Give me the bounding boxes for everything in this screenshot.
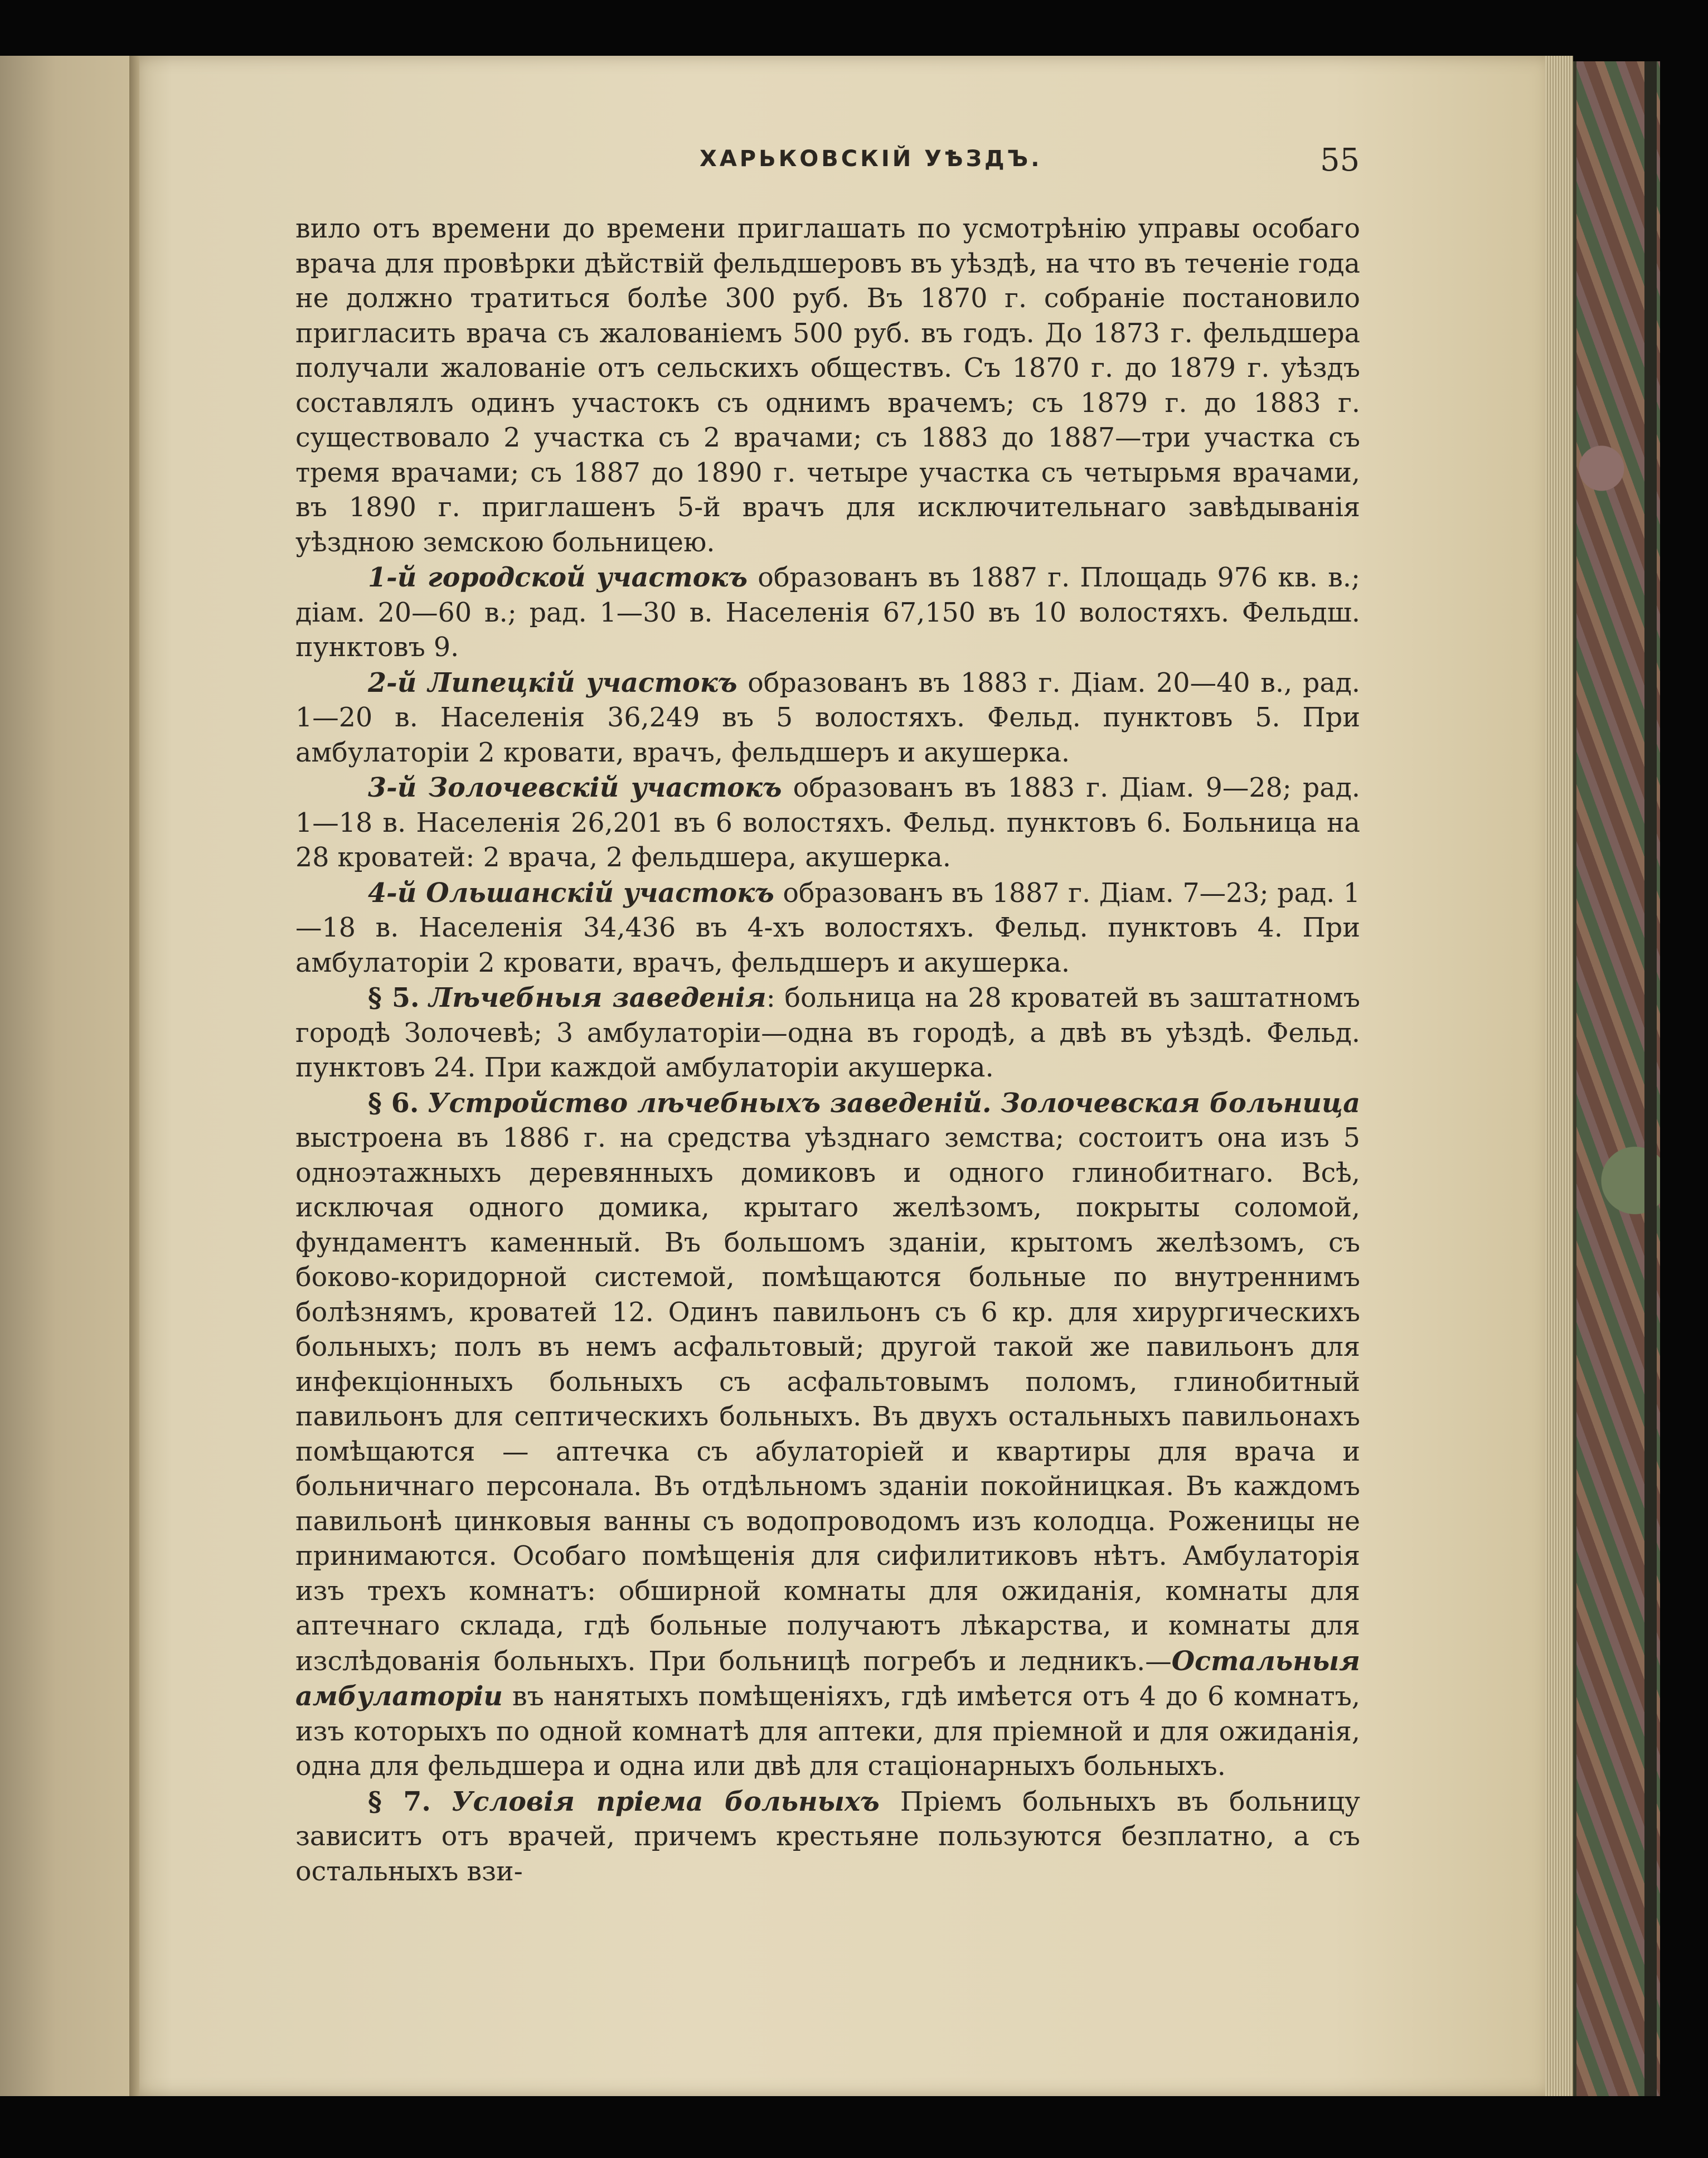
- paragraph-section-6: [295, 1086, 1360, 1784]
- district-heading: 3-й Золочевскій участокъ: [368, 772, 782, 803]
- section-heading: Условія пріема больныхъ: [451, 1786, 880, 1817]
- running-head: ХАРЬКОВСКІЙ УѢЗДЪ.: [700, 146, 1042, 172]
- paragraph-text: образованъ въ 1887 г. Площадь 976 кв. в.; діам. 20—60 в.; рад. 1—30 в. Населенія 67,150 въ 10 волостяхъ. Фельдш. пунктовъ 9.: [295, 562, 1361, 663]
- cover-spine-edge: [1644, 61, 1657, 2096]
- paragraph-text: образованъ въ 1883 г. Діам. 20—40 в., рад. 1—20 в. Населенія 36,249 въ 5 волостяхъ. Фельд. пунктовъ 5. При амбулаторіи 2 кровати, врачъ, фельдшеръ и акушерка.: [295, 667, 1360, 768]
- section-heading: Лѣчебныя заведенія: [429, 982, 766, 1013]
- paragraph-district-2: [295, 666, 1360, 771]
- paragraph-text: образованъ въ 1887 г. Діам. 7—23; рад. 1—18 в. Населенія 34,436 въ 4-хъ волостяхъ. Фельд. пунктовъ 4. При амбулаторіи 2 кровати, врачъ, фельдшеръ и акушерка.: [295, 877, 1360, 978]
- section-number: § 6.: [368, 1087, 419, 1119]
- section-number: § 5.: [368, 982, 420, 1013]
- paragraph-text: Пріемъ больныхъ въ больницу зависитъ отъ врачей, причемъ крестьяне пользуются безплатно, а съ остальныхъ взи-: [295, 1786, 1360, 1887]
- section-heading: Устройство лѣчебныхъ заведеній. Золочевская больница: [427, 1087, 1360, 1119]
- paragraph-text: образованъ въ 1883 г. Діам. 9—28; рад. 1—18 в. Населенія 26,201 въ 6 волостяхъ. Фельд. пунктовъ 6. Больница на 28 кроватей: 2 врача, 2 фельдшера, акушерка.: [295, 773, 1360, 873]
- page-gutter: [129, 56, 139, 2096]
- district-heading: 4-й Ольшанскій участокъ: [368, 877, 774, 909]
- page-stack-edge: [1545, 56, 1573, 2096]
- paragraph-district-4: [295, 876, 1360, 981]
- paragraph-continuation: [295, 212, 1360, 560]
- district-heading: 2-й Липецкій участокъ: [368, 667, 737, 699]
- district-heading: 1-й городской участокъ: [368, 562, 748, 593]
- paragraph-text: вило отъ времени до времени приглашать по усмотрѣнію управы особаго врача для провѣрки дѣйствій фельдшеровъ въ уѣздѣ, на что въ теченіе года не должно тратиться болѣе 300 руб. Въ 1870 г. собраніе постановило пригласить врача съ жалованіемъ 500 руб. въ годъ. До 1873 г. фельдшера получали жалованіе отъ сельскихъ обществъ. Съ 1870 г. до 1879 г. уѣздъ составлялъ одинъ участокъ съ однимъ врачемъ; съ 1879 г. до 1883 г. существовало 2 участка съ 2 врачами; съ 1883 до 1887—три участка съ тремя врачами; съ 1887 до 1890 г. четыре участка съ четырьмя врачами, въ 1890 г. приглашенъ 5-й врачъ для исключительнаго завѣдыванія уѣздною земскою больницею.: [295, 214, 1360, 558]
- paragraph-text: : больница на 28 кроватей въ заштатномъ городѣ Золочевѣ; 3 амбулаторіи—одна въ городѣ, а двѣ въ уѣздѣ. Фельд. пунктовъ 24. При каждой амбулаторіи акушерка.: [295, 983, 1360, 1083]
- paragraph-text: выстроена въ 1886 г. на средства уѣзднаго земства; состоитъ она изъ 5 одноэтажныхъ деревянныхъ домиковъ и одного глинобитнаго. Всѣ, исключая одного домика, крытаго желѣзомъ, покрыты соломой, фундаментъ каменный. Въ большомъ зданіи, крытомъ желѣзомъ, съ боково-коридорной системой, помѣщаются больные по внутреннимъ болѣзнямъ, кроватей 12. Одинъ павильонъ съ 6 кр. для хирургическихъ больныхъ; полъ въ немъ асфальтовый; другой такой же павильонъ для инфекціонныхъ больныхъ съ асфальтовымъ поломъ, глинобитный павильонъ для септическихъ больныхъ. Въ двухъ остальныхъ павильонахъ помѣщаются — аптечка съ абулаторіей и квартиры для врача и больничнаго персонала. Въ отдѣльномъ зданіи покойницкая. Въ каждомъ павильонѣ цинковыя ванны съ водопроводомъ изъ колодца. Роженицы не принимаются. Особаго помѣщенія для сифилитиковъ нѣтъ. Амбулаторія изъ трехъ комнатъ: обширной комнаты для ожиданія, комнаты для аптечнаго склада, гдѣ больные получаютъ лѣкарства, и комнаты для изслѣдованія больныхъ. При больницѣ погребъ и ледникъ.—: [295, 1123, 1360, 1677]
- page-number: 55: [1320, 142, 1360, 178]
- facing-page-edge: [0, 56, 139, 2096]
- paragraph-section-7: [295, 1784, 1360, 1890]
- subsection-heading: Остальныя амбулаторіи: [295, 1645, 1360, 1712]
- paragraph-district-1: [295, 560, 1360, 666]
- section-number: § 7.: [368, 1786, 431, 1817]
- paragraph-district-3: [295, 770, 1360, 876]
- paragraph-text: въ нанятыхъ помѣщеніяхъ, гдѣ имѣется отъ 4 до 6 комнатъ, изъ которыхъ по одной комнатѣ для аптеки, для пріемной и для ожиданія, одна для фельдшера и одна или двѣ для стаціонарныхъ больныхъ.: [295, 1681, 1360, 1782]
- paragraph-section-5: [295, 981, 1360, 1086]
- page-body: [295, 212, 1360, 1889]
